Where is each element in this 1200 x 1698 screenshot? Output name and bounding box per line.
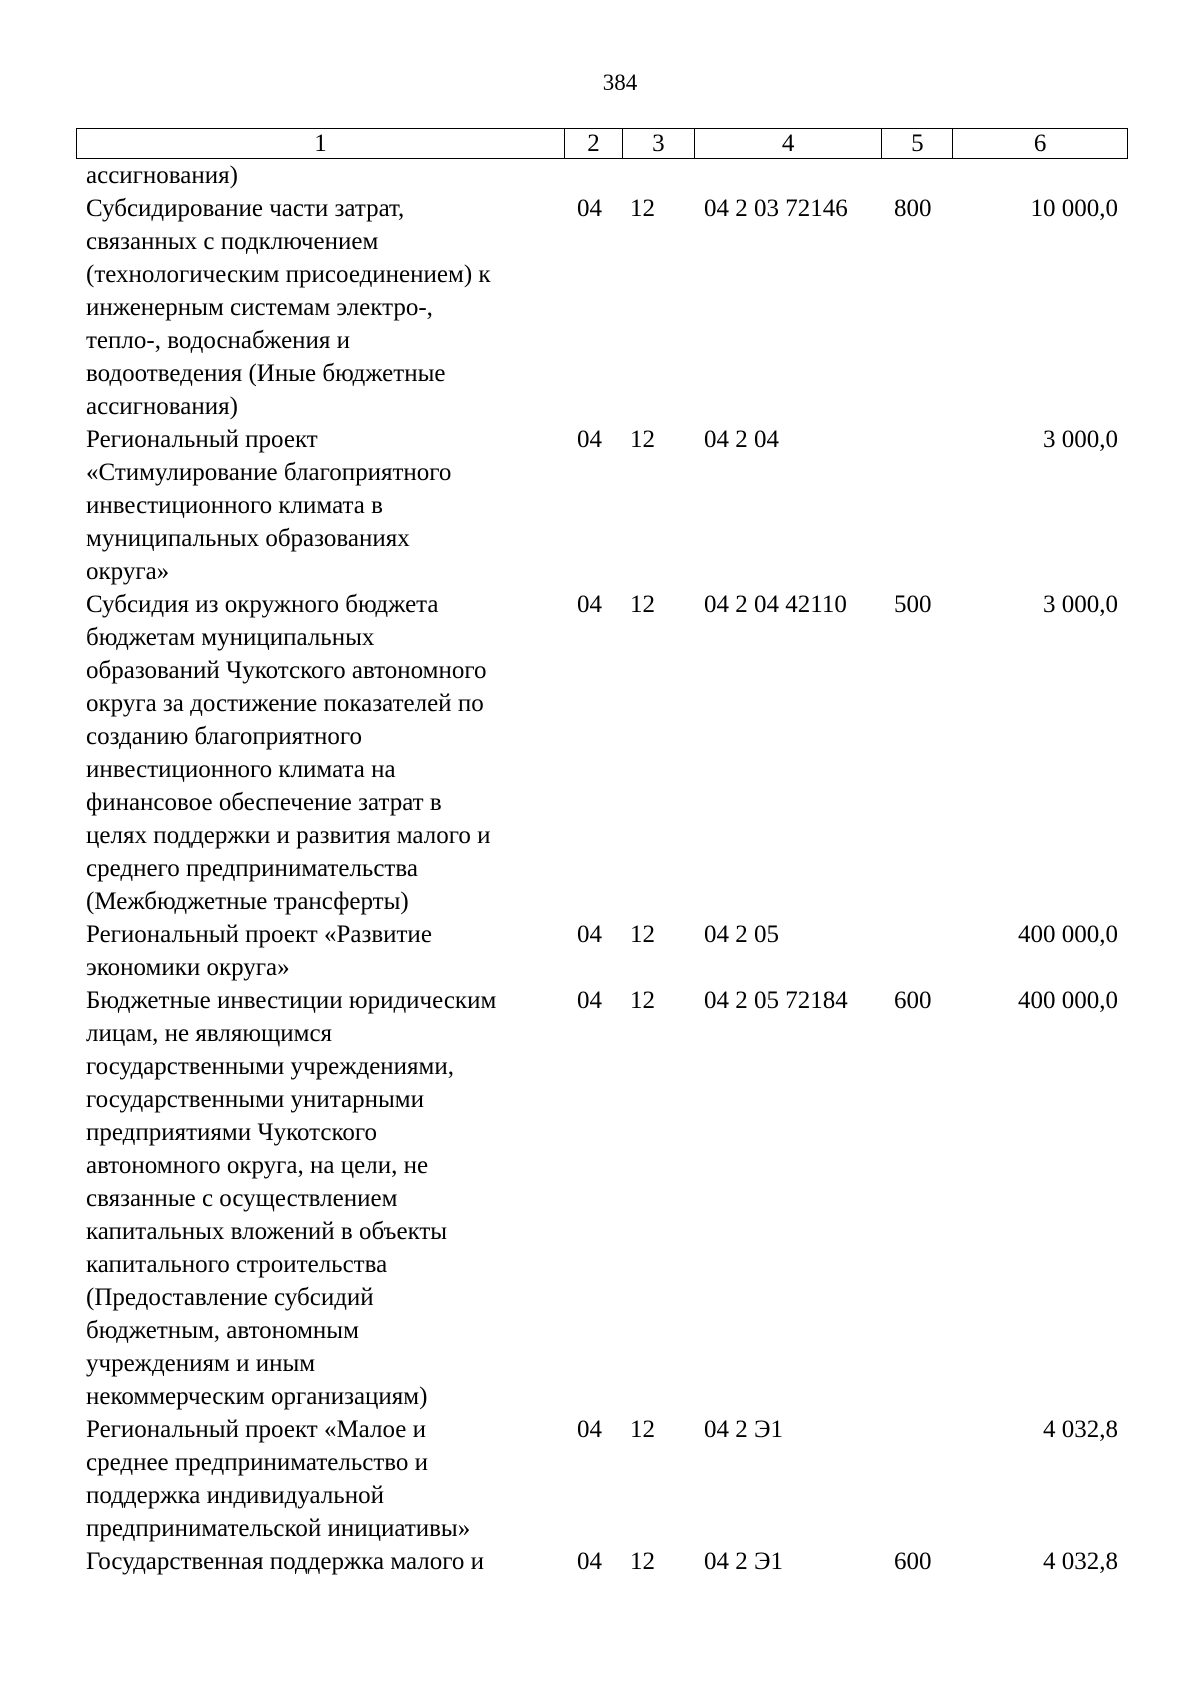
row-amount: 4 032,8: [1043, 1548, 1118, 1575]
header-col-5: 5: [882, 129, 953, 158]
row-subsection: 12: [630, 987, 655, 1014]
row-expense-type: 600: [894, 1548, 932, 1575]
row-subsection: 12: [630, 921, 655, 948]
row-name: Региональный проект «Стимулирование благоприятного инвестиционного климата в муниципальных образованиях округа»: [86, 426, 452, 585]
table-row: [76, 588, 1128, 918]
row-section: 04: [577, 921, 602, 948]
row-target-code: 04 2 Э1: [704, 1416, 784, 1443]
row-amount: 10 000,0: [1030, 195, 1118, 222]
table-row: [76, 423, 1128, 588]
row-expense-type: 600: [894, 987, 932, 1014]
row-subsection: 12: [630, 195, 655, 222]
row-name: Региональный проект «Развитие экономики округа»: [86, 921, 432, 981]
row-amount: 400 000,0: [1018, 921, 1118, 948]
row-amount: 400 000,0: [1018, 987, 1118, 1014]
row-amount: 3 000,0: [1043, 426, 1118, 453]
row-subsection: 12: [630, 1548, 655, 1575]
table-row: [76, 1545, 1128, 1578]
row-amount: 3 000,0: [1043, 591, 1118, 618]
table-row: [76, 192, 1128, 423]
row-subsection: 12: [630, 426, 655, 453]
row-target-code: 04 2 Э1: [704, 1548, 784, 1575]
row-name: ассигнования): [86, 162, 238, 189]
row-name: Бюджетные инвестиции юридическим лицам, не являющимся государственными учреждениями, государственными унитарными предприятиями Чукотского автономного округа, на цели, не связанные с осуществлением капитальных вложений в объекты капитального строительства (Предоставление субсидий бюджетным, автономным учреждениям и иным некоммерческим организациям): [86, 987, 497, 1410]
row-expense-type: 500: [894, 591, 932, 618]
header-col-3: 3: [623, 129, 695, 158]
row-section: 04: [577, 1416, 602, 1443]
table-row: [76, 1413, 1128, 1545]
row-target-code: 04 2 03 72146: [704, 195, 848, 222]
row-expense-type: 800: [894, 195, 932, 222]
row-name: Региональный проект «Малое и среднее предпринимательство и поддержка индивидуальной предпринимательской инициативы»: [86, 1416, 471, 1542]
row-section: 04: [577, 195, 602, 222]
row-target-code: 04 2 04: [704, 426, 779, 453]
row-name: Субсидирование части затрат, связанных с подключением (технологическим присоединением) к инженерным системам электро-, тепло-, водоснабжения и водоотведения (Иные бюджетные ассигнования): [86, 195, 491, 420]
row-section: 04: [577, 591, 602, 618]
budget-table: [76, 128, 1128, 1578]
table-row: [76, 918, 1128, 984]
row-subsection: 12: [630, 1416, 655, 1443]
row-target-code: 04 2 04 42110: [704, 591, 847, 618]
row-section: 04: [577, 987, 602, 1014]
row-section: 04: [577, 426, 602, 453]
row-target-code: 04 2 05 72184: [704, 987, 848, 1014]
row-section: 04: [577, 1548, 602, 1575]
table-header: [76, 128, 1128, 159]
row-amount: 4 032,8: [1043, 1416, 1118, 1443]
header-col-1: 1: [77, 129, 565, 158]
page-number: 384: [602, 70, 638, 95]
header-col-4: 4: [695, 129, 883, 158]
table-row: [76, 159, 1128, 192]
row-subsection: 12: [630, 591, 655, 618]
header-col-6: 6: [1033, 130, 1047, 157]
header-col-2: 2: [565, 129, 623, 158]
table-row: [76, 984, 1128, 1413]
row-name: Государственная поддержка малого и: [86, 1548, 485, 1575]
row-target-code: 04 2 05: [704, 921, 779, 948]
row-name: Субсидия из окружного бюджета бюджетам муниципальных образований Чукотского автономного округа за достижение показателей по созданию благоприятного инвестиционного климата на финансовое обеспечение затрат в целях поддержки и развития малого и среднего предпринимательства (Межбюджетные трансферты): [86, 591, 491, 915]
